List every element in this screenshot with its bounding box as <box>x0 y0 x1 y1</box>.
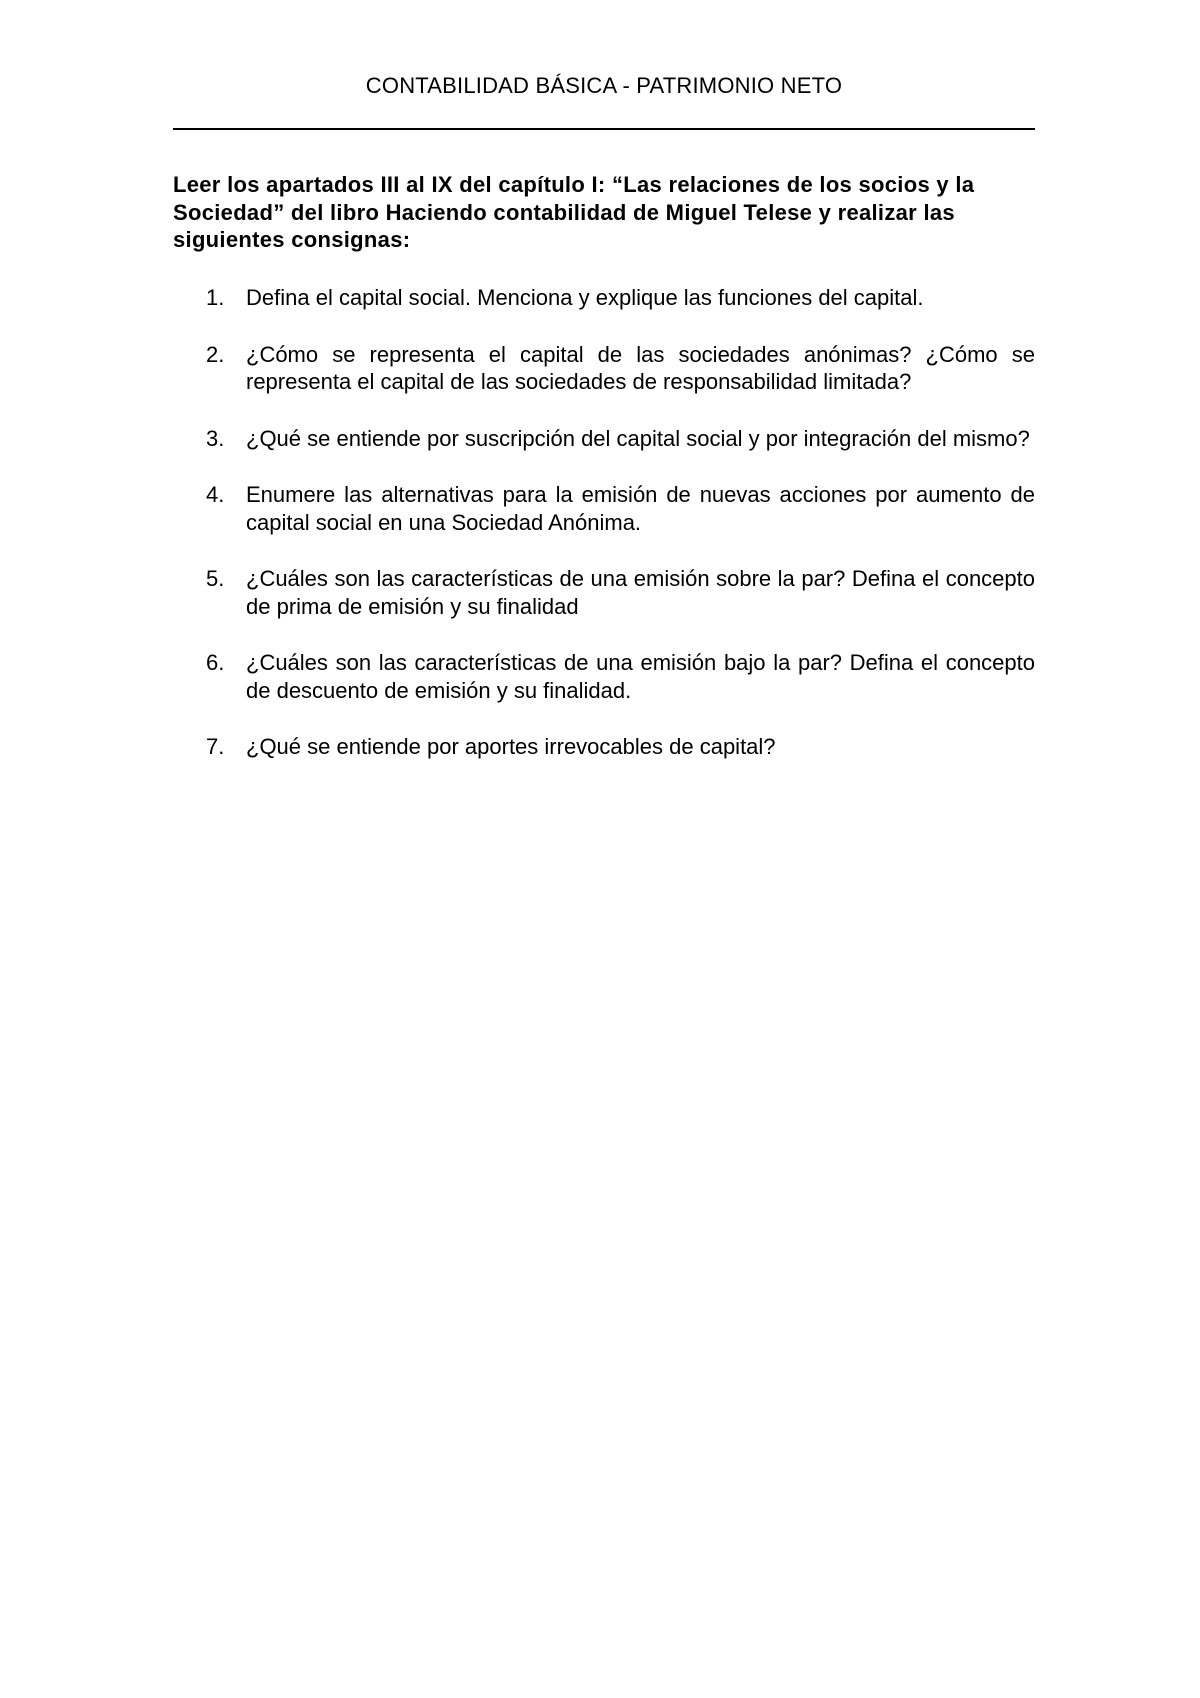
question-number: 2. <box>206 341 225 367</box>
document-title: CONTABILIDAD BÁSICA - PATRIMONIO NETO <box>365 73 843 98</box>
question-number: 5. <box>206 566 225 591</box>
question-item <box>173 284 1035 312</box>
question-number: 7. <box>206 734 225 759</box>
question-number: 6. <box>206 650 225 675</box>
question-text: Defina el capital social. Menciona y explique las funciones del capital. <box>246 285 924 310</box>
question-number: 4. <box>206 482 225 507</box>
title-divider <box>173 128 1035 130</box>
question-item <box>173 733 1035 761</box>
question-item <box>173 649 1035 704</box>
question-number: 3. <box>206 425 225 451</box>
question-item <box>173 425 1035 453</box>
question-item <box>173 565 1035 620</box>
question-text: Enumere las alternativas para la emisión de nuevas acciones por aumento de capital social en una Sociedad Anónima. <box>246 482 1035 535</box>
question-text: ¿Cuáles son las características de una emisión bajo la par? Defina el concepto de descuento de emisión y su finalidad. <box>246 650 1035 703</box>
question-text: ¿Cómo se representa el capital de las sociedades anónimas? ¿Cómo se representa el capital de las sociedades de responsabilidad limitada? <box>246 341 1035 394</box>
question-item <box>173 341 1035 396</box>
question-number: 1. <box>206 285 225 310</box>
question-text: ¿Qué se entiende por suscripción del capital social y por integración del mismo? <box>246 425 1030 451</box>
question-item <box>173 481 1035 536</box>
question-text: ¿Cuáles son las características de una emisión sobre la par? Defina el concepto de prima de emisión y su finalidad <box>246 566 1035 619</box>
questions-list <box>173 284 1035 790</box>
question-text: ¿Qué se entiende por aportes irrevocables de capital? <box>246 734 776 759</box>
instructions-paragraph: Leer los apartados III al IX del capítulo I: “Las relaciones de los socios y la Sociedad” del libro Haciendo contabilidad de Miguel Telese y realizar las siguientes consignas: <box>173 172 975 252</box>
